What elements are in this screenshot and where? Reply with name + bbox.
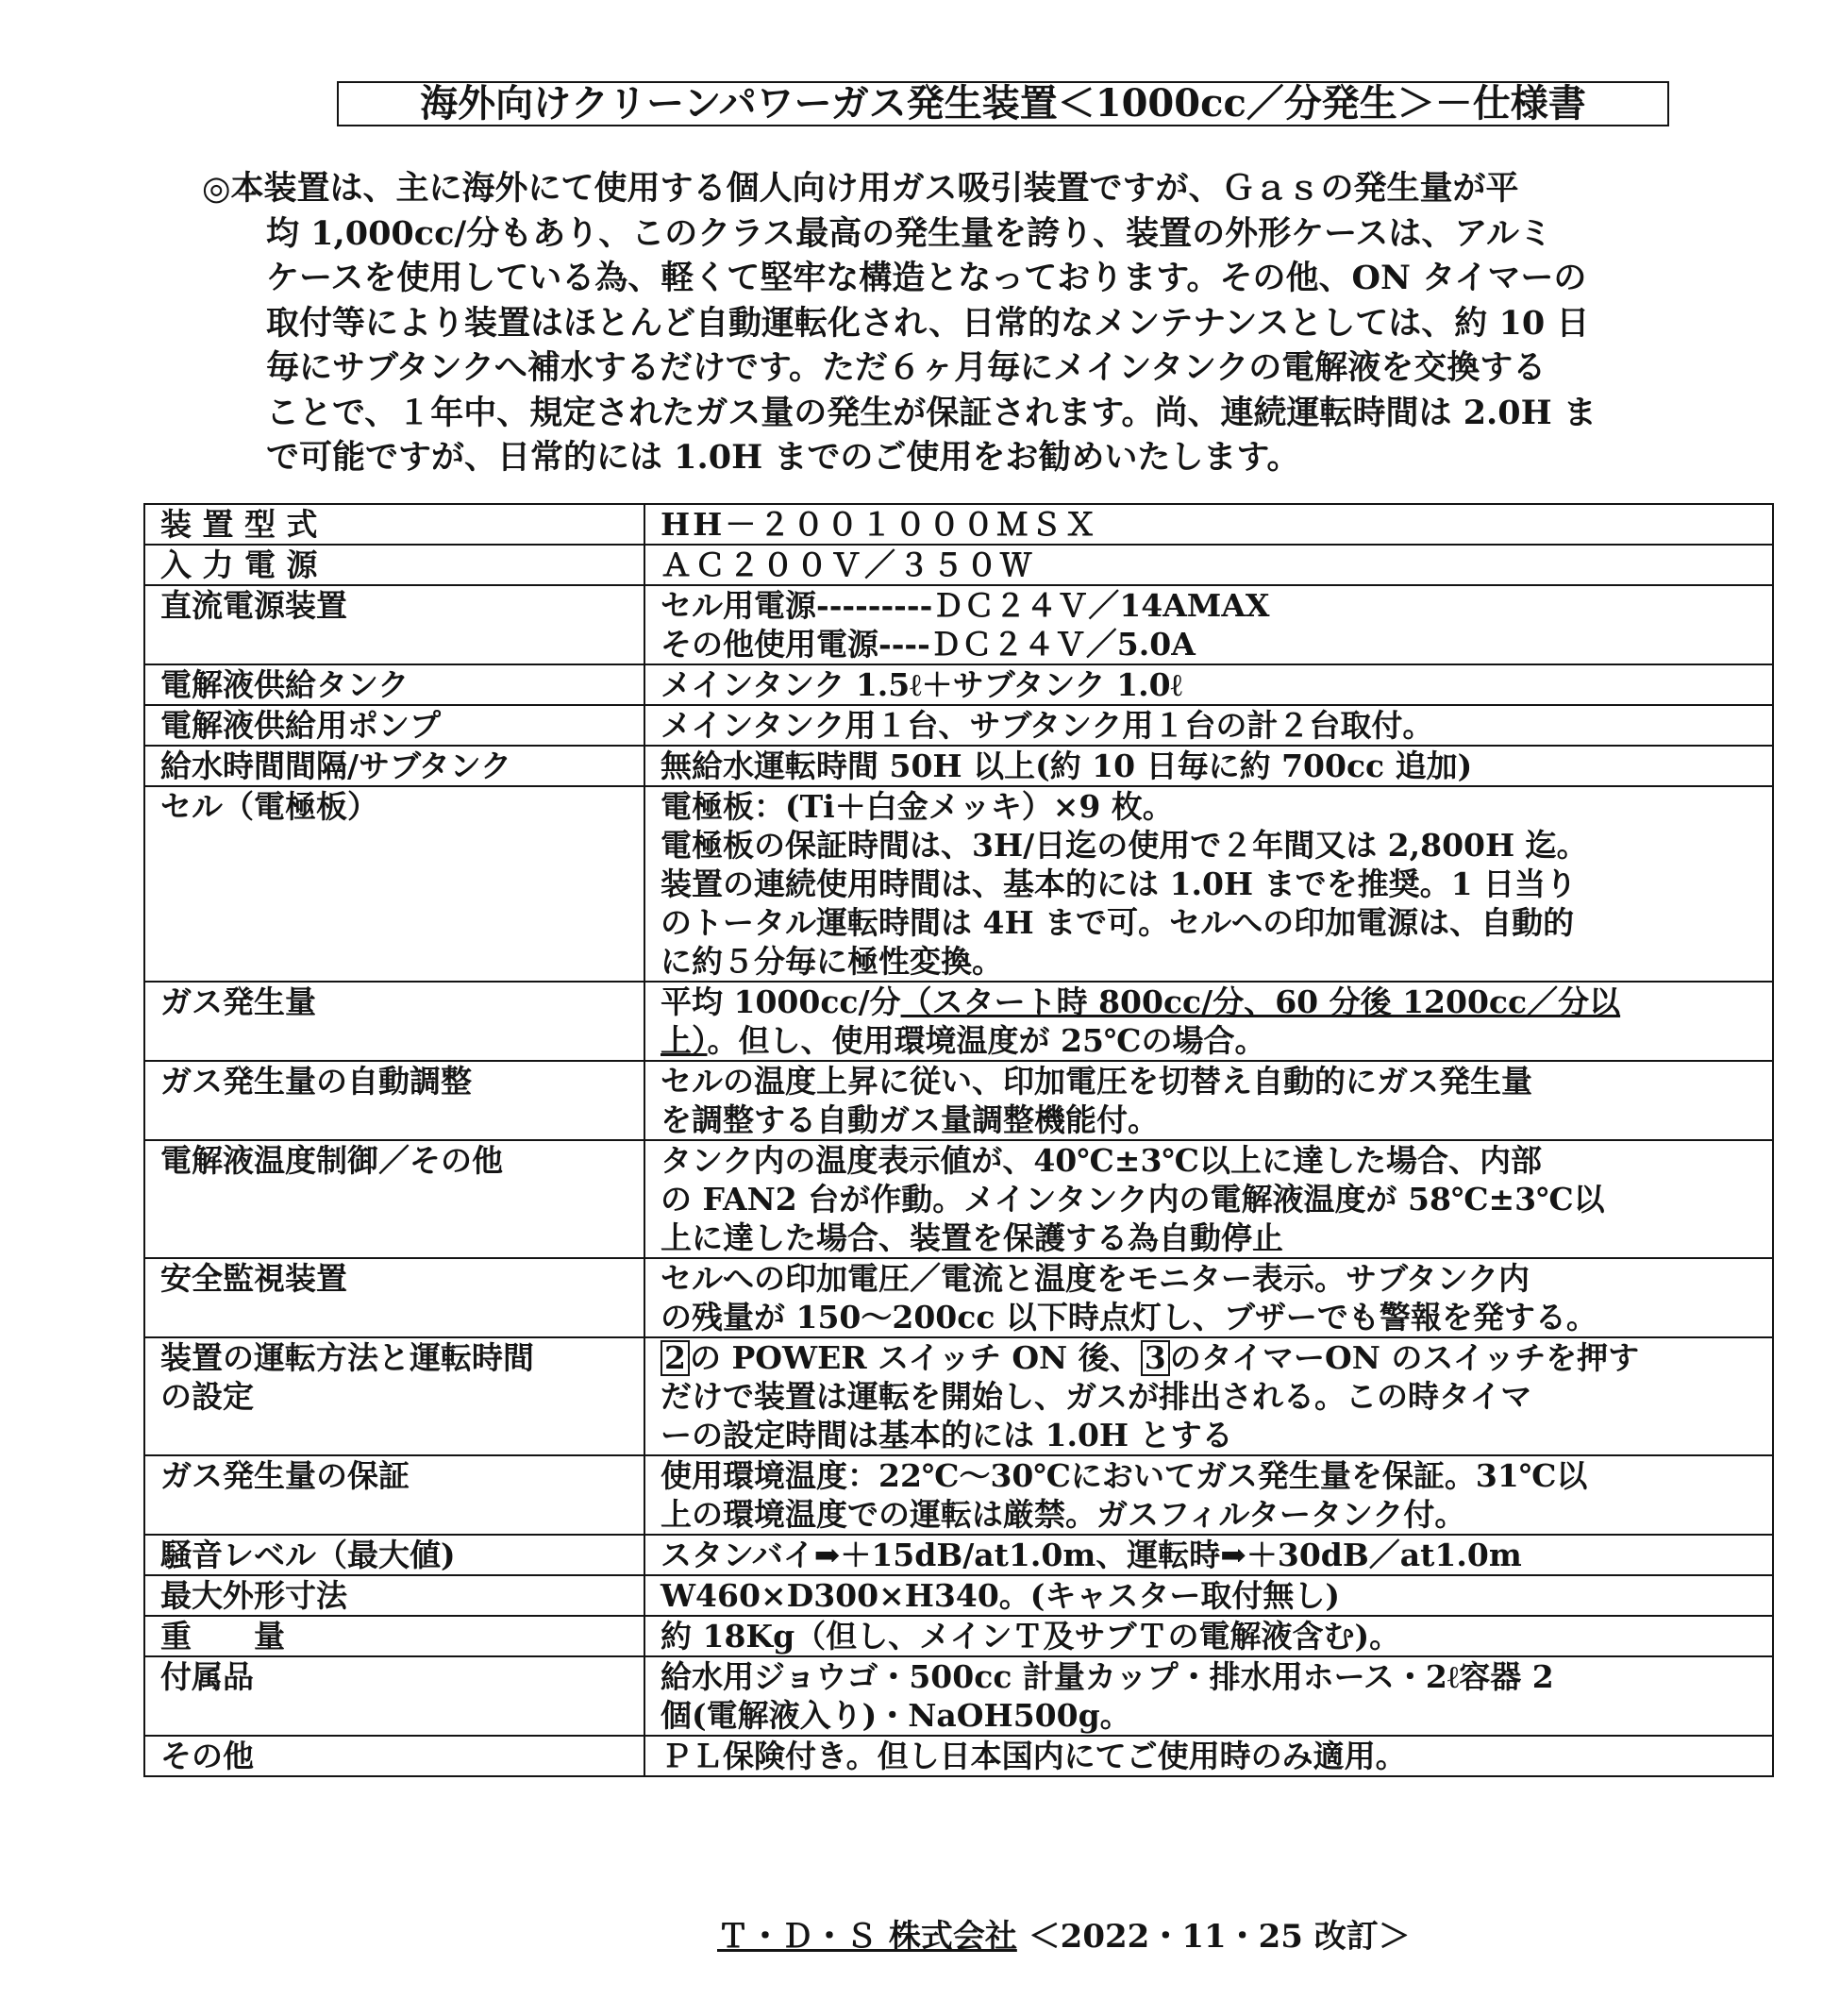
spec-table — [143, 503, 1774, 1777]
spec-row-pump — [144, 705, 1773, 746]
spec-label: 最大外形寸法 — [144, 1575, 644, 1616]
company-name: Ｔ・Ｄ・Ｓ 株式会社 — [717, 1918, 1017, 1956]
spec-value-line: 個(電解液入り)・NaOH500g。 — [661, 1697, 1131, 1734]
spec-value: 無給水運転時間 50H 以上(約 10 日毎に約 700cc 追加) — [644, 746, 1773, 786]
spec-row-accessories — [144, 1656, 1773, 1736]
spec-value — [644, 786, 1773, 982]
intro-line: 均 1,000cc/分もあり、このクラス最高の発生量を誇り、装置の外形ケースは、アルミ — [266, 213, 1552, 253]
spec-row-safety — [144, 1258, 1773, 1337]
spec-row-gas-output — [144, 982, 1773, 1061]
spec-label: ガス発生量の保証 — [144, 1455, 644, 1535]
boxed-number: 2 — [661, 1340, 690, 1376]
revision-date: ＜2022・11・25 改訂＞ — [1028, 1918, 1411, 1956]
spec-row-tank — [144, 664, 1773, 705]
spec-value-line — [661, 1021, 1772, 1060]
spec-value: ＰＬ保険付き。但し日本国内にてご使用時のみ適用。 — [644, 1736, 1773, 1776]
spec-value-line: の FAN2 台が作動。メインタンク内の電解液温度が 58℃±3℃以 — [661, 1181, 1605, 1218]
spec-value — [644, 982, 1773, 1061]
spec-text: 。但し、使用環境温度が 25℃の場合。 — [707, 1022, 1266, 1059]
spec-label: 電解液供給タンク — [144, 664, 644, 705]
spec-value-line: に約５分毎に極性変換。 — [661, 943, 1003, 980]
intro-line: ケースを使用している為、軽くて堅牢な構造となっております。その他、ON タイマーの — [266, 259, 1587, 297]
spec-text: の POWER スイッチ ON 後、 — [689, 1339, 1141, 1376]
spec-value-line: を調整する自動ガス量調整機能付。 — [661, 1101, 1159, 1138]
document-title: 海外向けクリーンパワーガス発生装置＜1000cc／分発生＞－仕様書 — [337, 81, 1669, 126]
spec-row-dc-power — [144, 585, 1773, 664]
spec-row-cell — [144, 786, 1773, 982]
intro-line: ことで、１年中、規定されたガス量の発生が保証されます。尚、連続運転時間は 2.0H ま — [266, 393, 1597, 432]
spec-row-weight — [144, 1616, 1773, 1656]
underlined-text: 上） — [661, 1022, 708, 1059]
spec-value-line — [661, 1338, 1772, 1377]
spec-label: 付属品 — [144, 1656, 644, 1736]
spec-value-line: の残量が 150～200cc 以下時点灯し、ブザーでも警報を発する。 — [661, 1299, 1597, 1336]
spec-row-power-input — [144, 545, 1773, 585]
spec-label: 電解液温度制御／その他 — [144, 1140, 644, 1258]
spec-value: スタンバイ➡＋15dB/at1.0m、運転時➡＋30dB／at1.0m — [644, 1535, 1773, 1575]
spec-label: その他 — [144, 1736, 644, 1776]
spec-value-line: だけで装置は運転を開始し、ガスが排出される。この時タイマ — [661, 1378, 1532, 1415]
spec-value-line: 電極板の保証時間は、3H/日迄の使用で２年間又は 2,800H 迄。 — [661, 827, 1588, 864]
spec-value: ＡＣ２００Ｖ／３５０Ｗ — [644, 545, 1773, 585]
intro-line: ◎本装置は、主に海外にて使用する個人向け用ガス吸引装置ですが、Ｇａｓの発生量が平 — [202, 169, 1519, 208]
spec-value-line: ーの設定時間は基本的には 1.0H とする — [661, 1417, 1233, 1453]
spec-label: 安全監視装置 — [144, 1258, 644, 1337]
spec-value-line: 使用環境温度：22℃～30℃においてガス発生量を保証。31℃以 — [661, 1457, 1588, 1494]
intro-line: 取付等により装置はほとんど自動運転化され、日常的なメンテナンスとしては、約 10 日 — [266, 303, 1590, 343]
spec-value-line: 給水用ジョウゴ・500cc 計量カップ・排水用ホース・2ℓ容器 2 — [661, 1658, 1554, 1695]
spec-row-operation — [144, 1337, 1773, 1455]
boxed-number: 3 — [1141, 1340, 1170, 1376]
spec-label: ガス発生量の自動調整 — [144, 1061, 644, 1140]
spec-value-line: 電極板：(Ti＋白金メッキ）×9 枚。 — [661, 788, 1174, 825]
intro-line: で可能ですが、日常的には 1.0H までのご使用をお勧めいたします。 — [266, 438, 1300, 477]
spec-value-line: セルの温度上昇に従い、印加電圧を切替え自動的にガス発生量 — [661, 1063, 1532, 1100]
spec-value: HH－２００１０００ＭＳＸ — [644, 504, 1773, 545]
spec-value-line: 装置の連続使用時間は、基本的には 1.0H までを推奨。1 日当り — [661, 865, 1578, 902]
intro-line: 毎にサブタンクへ補水するだけです。ただ６ヶ月毎にメインタンクの電解液を交換する — [266, 348, 1547, 387]
underlined-text: （スタート時 800cc/分、60 分後 1200cc／分以 — [900, 983, 1621, 1020]
spec-text: のタイマーON のスイッチを押す — [1169, 1339, 1640, 1376]
intro-body — [202, 211, 1740, 480]
spec-label-line: の設定 — [160, 1378, 254, 1415]
spec-row-other — [144, 1736, 1773, 1776]
spec-row-dimensions — [144, 1575, 1773, 1616]
spec-label — [144, 1337, 644, 1455]
spec-value: メインタンク用１台、サブタンク用１台の計２台取付。 — [644, 705, 1773, 746]
spec-label: 重 量 — [144, 1616, 644, 1656]
spec-value — [644, 1258, 1773, 1337]
spec-row-guarantee — [144, 1455, 1773, 1535]
spec-label: 騒音レベル（最大値) — [144, 1535, 644, 1575]
spec-value: 約 18Kg（但し、メインＴ及サブＴの電解液含む)。 — [644, 1616, 1773, 1656]
spec-value-line: その他使用電源----ＤＣ２４Ｖ／5.0A — [661, 626, 1196, 663]
spec-value — [644, 1061, 1773, 1140]
spec-row-noise — [144, 1535, 1773, 1575]
spec-label: 直流電源装置 — [144, 585, 644, 664]
spec-value: W460×D300×H340。(キャスター取付無し) — [644, 1575, 1773, 1616]
spec-value-line: セルへの印加電圧／電流と温度をモニター表示。サブタンク内 — [661, 1260, 1530, 1297]
spec-label: 入 力 電 源 — [144, 545, 644, 585]
spec-label: 電解液供給用ポンプ — [144, 705, 644, 746]
spec-value: メインタンク 1.5ℓ＋サブタンク 1.0ℓ — [644, 664, 1773, 705]
spec-label: ガス発生量 — [144, 982, 644, 1061]
spec-row-temp-control — [144, 1140, 1773, 1258]
spec-value-line: 上に達した場合、装置を保護する為自動停止 — [661, 1219, 1283, 1256]
spec-value — [644, 585, 1773, 664]
spec-value — [644, 1337, 1773, 1455]
spec-value — [644, 1656, 1773, 1736]
spec-value — [644, 1455, 1773, 1535]
spec-label: セル（電極板） — [144, 786, 644, 982]
spec-label: 給水時間間隔/サブタンク — [144, 746, 644, 786]
spec-value-line — [661, 983, 1772, 1021]
spec-label-line: 装置の運転方法と運転時間 — [160, 1339, 534, 1376]
spec-row-model — [144, 504, 1773, 545]
spec-text: 平均 1000cc/分 — [661, 983, 901, 1020]
spec-value-line: タンク内の温度表示値が、40℃±3℃以上に達した場合、内部 — [661, 1142, 1542, 1179]
spec-value-line: のトータル運転時間は 4H まで可。セルへの印加電源は、自動的 — [661, 904, 1575, 941]
spec-row-water-interval — [144, 746, 1773, 786]
document-footer — [717, 1916, 1411, 1957]
spec-label: 装 置 型 式 — [144, 504, 644, 545]
spec-value-line: セル用電源---------ＤＣ２４Ｖ／14AMAX — [661, 587, 1270, 624]
intro-paragraph — [202, 166, 1740, 480]
spec-value-line: 上の環境温度での運転は厳禁。ガスフィルタータンク付。 — [661, 1496, 1466, 1533]
spec-row-auto-adjust — [144, 1061, 1773, 1140]
spec-value — [644, 1140, 1773, 1258]
